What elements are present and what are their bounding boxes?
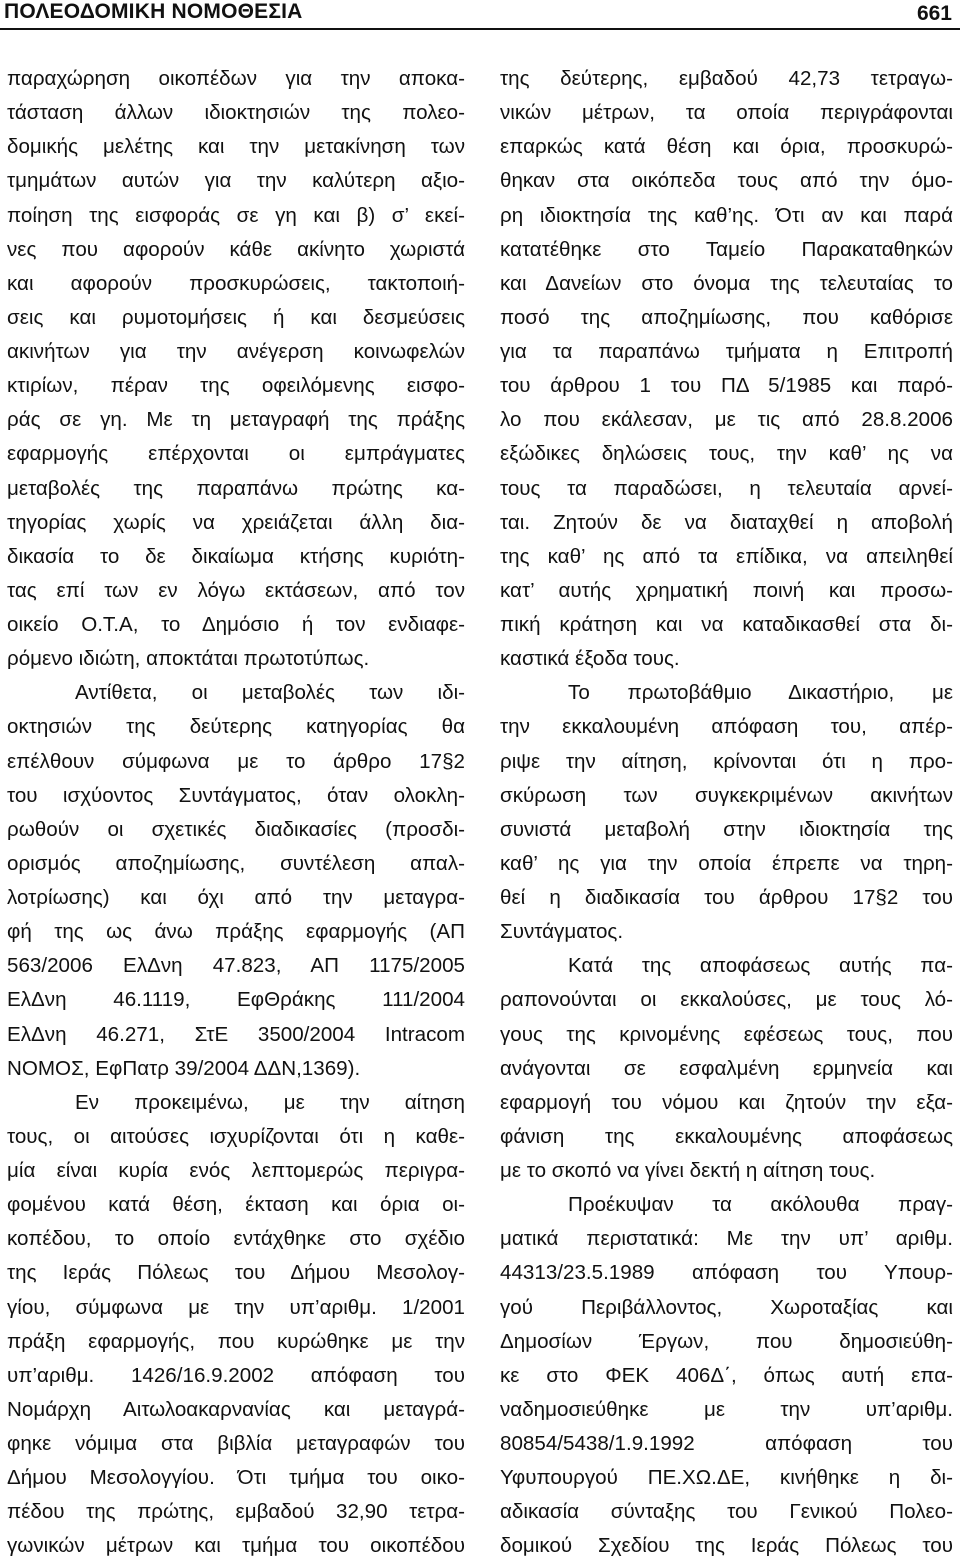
text-line: τμημάτων αυτών για την καλύτερη αξιο- [7, 169, 465, 193]
text-line: κατατέθηκε στο Ταμείο Παρακαταθηκών [500, 237, 953, 261]
text-line: Το πρωτοβάθμιο Δικαστήριο, με [568, 681, 953, 705]
text-line: δομικού Σχεδίου της Ιεράς Πόλεως του [500, 1534, 953, 1558]
text-line: ραπονούνται οι εκκαλούσες, με τους λό- [500, 988, 953, 1012]
text-line: επέλθουν σύμφωνα με το άρθρο 17§2 [7, 749, 465, 773]
text-line: λοτρίωσης) και όχι από την μεταγρα- [7, 886, 465, 909]
text-line: Υφυπουργού ΠΕ.ΧΩ.ΔΕ, κινήθηκε η δι- [500, 1466, 953, 1490]
text-line: Συντάγματος. [500, 920, 624, 944]
text-line: φάνιση της εκκαλουμένης αποφάσεως [500, 1124, 953, 1148]
text-line: σκύρωση των συγκεκριμένων ακινήτων [500, 783, 953, 807]
text-line: φή της ως άνω πράξης εφαρμογής (ΑΠ [7, 920, 465, 944]
text-line: του άρθρου 1 του ΠΔ 5/1985 και παρό- [500, 374, 953, 398]
text-line: κτιρίων, πέραν της οφειλόμενης εισφο- [7, 374, 465, 398]
text-line: την εκκαλουμένη απόφαση του, απέρ- [500, 715, 953, 739]
text-line: ματικά περιστατικά: Με την υπ’ αριθμ. [500, 1227, 953, 1251]
text-line: ΕλΔνη 46.271, ΣτΕ 3500/2004 Intracom [7, 1022, 465, 1046]
text-line: οκτησιών της δεύτερης κατηγορίας θα [7, 715, 465, 739]
text-line: κοπέδου, το οποίο εντάχθηκε στο σχέδιο [7, 1227, 465, 1251]
text-line: 563/2006 ΕλΔνη 47.823, ΑΠ 1175/2005 [7, 954, 465, 978]
text-line: ανάγονται σε εσφαλμένη ερμηνεία και [500, 1056, 953, 1080]
text-line: 80854/5438/1.9.1992 απόφαση του [500, 1432, 953, 1455]
text-line: οικείο Ο.Τ.Α, το Δημόσιο ή τον ενδιαφε- [7, 613, 465, 636]
text-line: ναδημοσιεύθηκε με την υπ’αριθμ. [500, 1397, 953, 1421]
page-header [0, 0, 960, 30]
page-number: 661 [916, 2, 952, 25]
text-line: πέδου της πρώτης, εμβαδού 32,90 τετρα- [7, 1500, 465, 1524]
header-rule [0, 28, 960, 30]
text-line: κατ’ αυτής χρηματική ποινή και προσω- [500, 578, 953, 602]
text-line: του ισχύοντος Συντάγματος, όταν ολοκλη- [7, 783, 465, 807]
text-line: Εν προκειμένω, με την αίτηση [75, 1090, 465, 1114]
text-line: δομικής μελέτης και την μετακίνηση των [7, 135, 465, 159]
text-line: υπ’αριθμ. 1426/16.9.2002 απόφαση του [7, 1363, 465, 1387]
text-line: εφαρμογής επέρχονται οι εμπράγματες [7, 442, 465, 466]
text-line: Αντίθετα, οι μεταβολές των ιδι- [75, 681, 465, 705]
text-line: Δημοσίων Έργων, που δημοσιεύθη- [500, 1329, 953, 1353]
text-line: λο που εκάλεσαν, με τις από 28.8.2006 [500, 408, 953, 432]
text-line: με το σκοπό να γίνει δεκτή η αίτηση τους. [500, 1159, 876, 1182]
text-line: επαρκώς κατά θέση και όρια, προσκυρώ- [500, 135, 953, 159]
text-line: πράξη εφαρμογής, που κυρώθηκε με την [7, 1329, 465, 1353]
text-line: Προέκυψαν τα ακόλουθα πραγ- [568, 1193, 953, 1217]
text-line: φομένου κατά θέση, έκταση και όρια οι- [7, 1193, 465, 1217]
text-line: θηκαν στα οικόπεδα τους από την όμο- [500, 169, 953, 193]
text-line: Νομάρχη Αιτωλοακαρνανίας και μεταγρά- [7, 1397, 465, 1421]
text-line: συνιστά μεταβολή στην ιδιοκτησία της [500, 817, 953, 841]
text-line: τας επί των εν λόγω εκτάσεων, από τον [7, 578, 465, 602]
text-line: της δεύτερης, εμβαδού 42,73 τετραγω- [500, 67, 953, 90]
text-line: ΕλΔνη 46.1119, ΕφΘράκης 111/2004 [7, 988, 465, 1012]
text-line: ακινήτων για την ανέγερση κοινωφελών [7, 340, 465, 363]
text-line: εφαρμογή του νόμου και ζητούν την εξα- [500, 1090, 953, 1114]
text-line: παραχώρηση οικοπέδων για την αποκα- [7, 67, 465, 90]
text-line: και αφορούν προσκυρώσεις, τακτοποιή- [7, 271, 465, 295]
text-line: ρόμενο ιδιώτη, αποκτάται πρωτοτύπως. [7, 647, 370, 671]
text-line: μεταβολές της παραπάνω πρώτης κα- [7, 476, 465, 500]
text-line: της Ιεράς Πόλεως του Δήμου Μεσολογ- [7, 1261, 465, 1285]
text-line: ράς σε γη. Με τη μεταγραφή της πράξης [7, 408, 465, 432]
text-line: γωνικών μέτρων και τμήμα του οικοπέδου [7, 1534, 465, 1558]
text-line: σεις και ρυμοτομήσεις ή και δεσμεύσεις [7, 305, 465, 329]
text-line: νες που αφορούν κάθε ακίνητο χωριστά [7, 237, 465, 261]
text-line: της καθ’ ης από τα επίδικα, να απειληθεί [500, 544, 953, 568]
text-line: ορισμός αποζημίωσης, συντέλεση απαλ- [7, 851, 465, 875]
text-line: Κατά της αποφάσεως αυτής πα- [568, 954, 953, 978]
text-line: πική κράτηση και να καταδικασθεί στα δι- [500, 613, 953, 636]
text-line: ριψε την αίτηση, κρίνονται ότι η προ- [500, 749, 953, 773]
text-line: τους, οι αιτούσες ισχυρίζονται ότι η καθε- [7, 1124, 465, 1148]
text-line: ΝΟΜΟΣ, ΕφΠατρ 39/2004 ΔΔΝ,1369). [7, 1056, 361, 1080]
running-title: ΠΟΛΕΟΔΟΜΙΚΗ ΝΟΜΟΘΕΣΙΑ [4, 0, 303, 23]
right-column [500, 62, 953, 1564]
text-line: θεί η διαδικασία του άρθρου 17§2 του [500, 886, 953, 909]
text-line: μία είναι κυρία ενός λεπτομερώς περιγρα- [7, 1159, 465, 1182]
text-line: φηκε νόμιμα στα βιβλία μεταγραφών του [7, 1432, 465, 1455]
text-line: αδικασία σύνταξης του Γενικού Πολεο- [500, 1500, 953, 1524]
text-line: για τα παραπάνω τμήματα η Επιτροπή [500, 340, 953, 363]
text-line: κε στο ΦΕΚ 406Δ΄, όπως αυτή επα- [500, 1363, 953, 1387]
text-line: καθ’ ης για την οποία έπρεπε να τηρη- [500, 851, 953, 875]
text-line: νικών μέτρων, τα οποία περιγράφονται [500, 101, 953, 125]
text-line: γίου, σύμφωνα με την υπ’αριθμ. 1/2001 [7, 1295, 465, 1319]
text-line: τηγορίας χωρίς να χρειάζεται άλλη δια- [7, 510, 465, 534]
text-line: γους της κρινομένης εφέσεως τους, που [500, 1022, 953, 1046]
text-line: τάσταση άλλων ιδιοκτησιών της πολεο- [7, 101, 465, 125]
text-line: 44313/23.5.1989 απόφαση του Υπουρ- [500, 1261, 953, 1285]
text-line: εξώδικες δηλώσεις τους, την καθ’ ης να [500, 442, 953, 466]
text-line: ται. Ζητούν δε να διαταχθεί η αποβολή [500, 510, 953, 534]
left-column [7, 62, 465, 1564]
text-line: Δήμου Μεσολογγίου. Ότι τμήμα του οικο- [7, 1466, 465, 1490]
text-line: γού Περιβάλλοντος, Χωροταξίας και [500, 1295, 953, 1319]
text-line: ποσό της αποζημίωσης, που καθόρισε [500, 305, 953, 329]
text-line: τους τα παραδώσει, η τελευταία αρνεί- [500, 476, 953, 500]
text-line: ρη ιδιοκτησία της καθ’ης. Ότι αν και παρά [500, 203, 953, 227]
text-line: καστικά έξοδα τους. [500, 647, 680, 671]
text-line: ποίηση της εισφοράς σε γη και β) σ’ εκεί- [7, 203, 465, 227]
text-line: δικασία το δε δικαίωμα κτήσης κυριότη- [7, 544, 465, 568]
text-line: ρωθούν οι σχετικές διαδικασίες (προσδι- [7, 817, 465, 841]
text-line: και Δανείων στο όνομα της τελευταίας το [500, 271, 953, 295]
